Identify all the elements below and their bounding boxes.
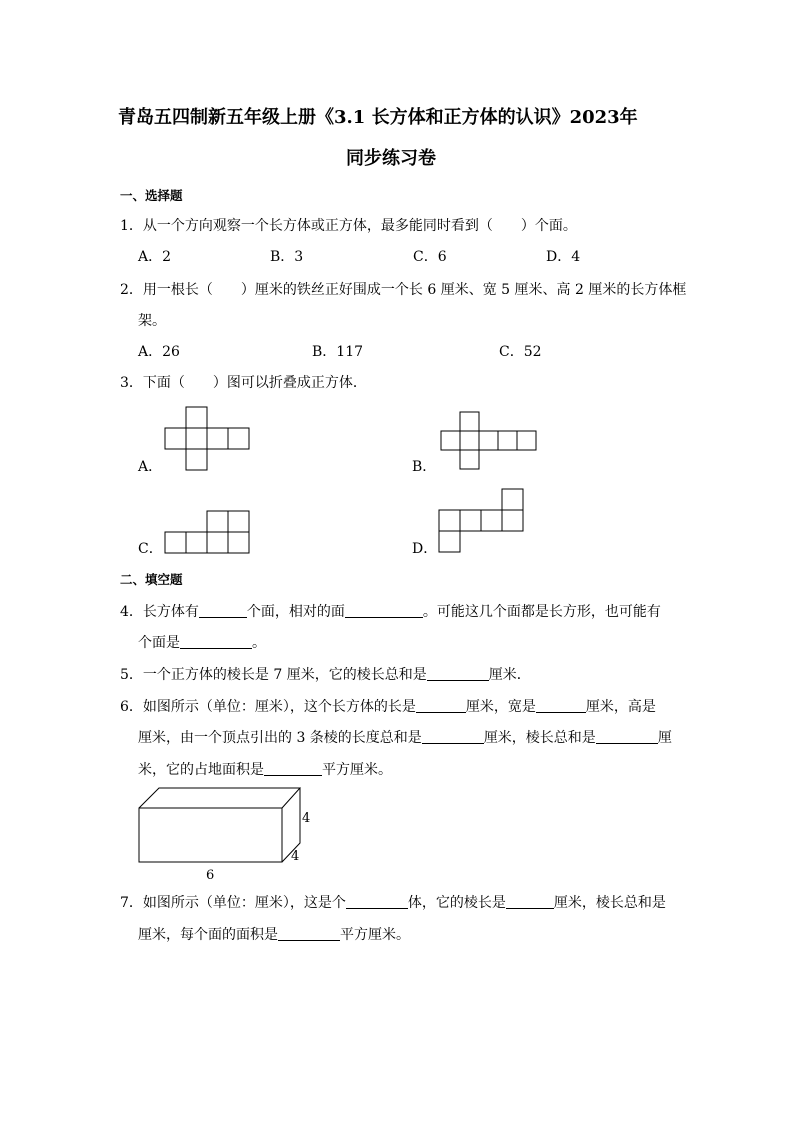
question-5-text-a: 5．一个正方体的棱长是 7 厘米，它的棱长总和是 [120, 667, 427, 683]
question-5-text-b: 厘米． [488, 667, 531, 683]
question-1-option-c: C．6 [413, 249, 447, 265]
question-4-text-a: 4．长方体有 [120, 604, 199, 620]
question-2-stem-line-1: 2．用一根长（ ）厘米的铁丝正好围成一个长 6 厘米、宽 5 厘米、高 2 厘米的长方体框 [120, 282, 687, 298]
question-7-blank-1[interactable] [346, 894, 408, 909]
question-7-text-c: 厘米，棱长总和是 [553, 895, 666, 911]
question-1-option-d: D．4 [546, 249, 581, 265]
question-3-stem: 3．下面（ ）图可以折叠成正方体． [120, 375, 367, 391]
question-7-line-2 [138, 926, 410, 944]
question-3-option-a-label: A． [138, 459, 163, 475]
question-6-text-g: 米，它的占地面积是 [138, 762, 264, 778]
question-3-option-c-label: C． [138, 541, 163, 557]
page-title-line-1: 青岛五四制新五年级上册《3.1 长方体和正方体的认识》2023年 [118, 107, 638, 128]
cuboid-width-label: 4 [291, 849, 300, 864]
question-4-text-b: 个面，相对的面 [246, 604, 345, 620]
question-2-option-c: C．52 [499, 344, 542, 360]
question-4-text-d: 个面是 [138, 635, 180, 651]
page-title-line-2: 同步练习卷 [346, 148, 436, 169]
question-1-stem: 1．从一个方向观察一个长方体或正方体，最多能同时看到（ ）个面。 [120, 218, 577, 234]
question-6-text-c: 厘米，高是 [585, 699, 656, 715]
cuboid-top-face [139, 788, 300, 808]
question-4-text-c: 。可能这几个面都是长方形，也可能有 [422, 604, 661, 620]
question-2-option-a: A．26 [138, 344, 180, 360]
question-2-option-b: B．117 [312, 344, 364, 360]
question-2-stem-line-2: 架。 [138, 313, 166, 329]
section-heading-choice: 一、选择题 [120, 188, 183, 203]
question-7-line-1 [120, 894, 666, 912]
question-3-option-b-label: B． [412, 459, 437, 475]
question-6-text-d: 厘米，由一个顶点引出的 3 条棱的长度总和是 [138, 730, 422, 746]
question-6-text-a: 6．如图所示（单位：厘米），这个长方体的长是 [120, 699, 416, 715]
question-1-option-b: B．3 [270, 249, 304, 265]
question-6-text-h: 平方厘米。 [322, 762, 392, 778]
question-7-blank-3[interactable] [278, 926, 340, 941]
question-6-text-b: 厘米，宽是 [465, 699, 536, 715]
section-heading-fill-in: 二、填空题 [120, 572, 183, 587]
cuboid-height-label: 4 [302, 811, 311, 826]
question-7-text-a: 7．如图所示（单位：厘米），这是个 [120, 895, 346, 911]
question-1-option-a: A．2 [138, 249, 172, 265]
question-7-text-b: 体，它的棱长是 [407, 895, 506, 911]
question-7-text-e: 平方厘米。 [340, 927, 410, 943]
question-7-text-d: 厘米，每个面的面积是 [138, 927, 278, 943]
question-6-text-f: 厘 [657, 730, 672, 746]
question-4-text-e: 。 [252, 635, 266, 651]
cuboid-front-face [139, 808, 282, 862]
question-3-option-d-label: D． [412, 541, 438, 557]
question-7-blank-2[interactable] [506, 894, 554, 909]
question-6-text-e: 厘米，棱长总和是 [483, 730, 596, 746]
cuboid-length-label: 6 [206, 868, 215, 883]
